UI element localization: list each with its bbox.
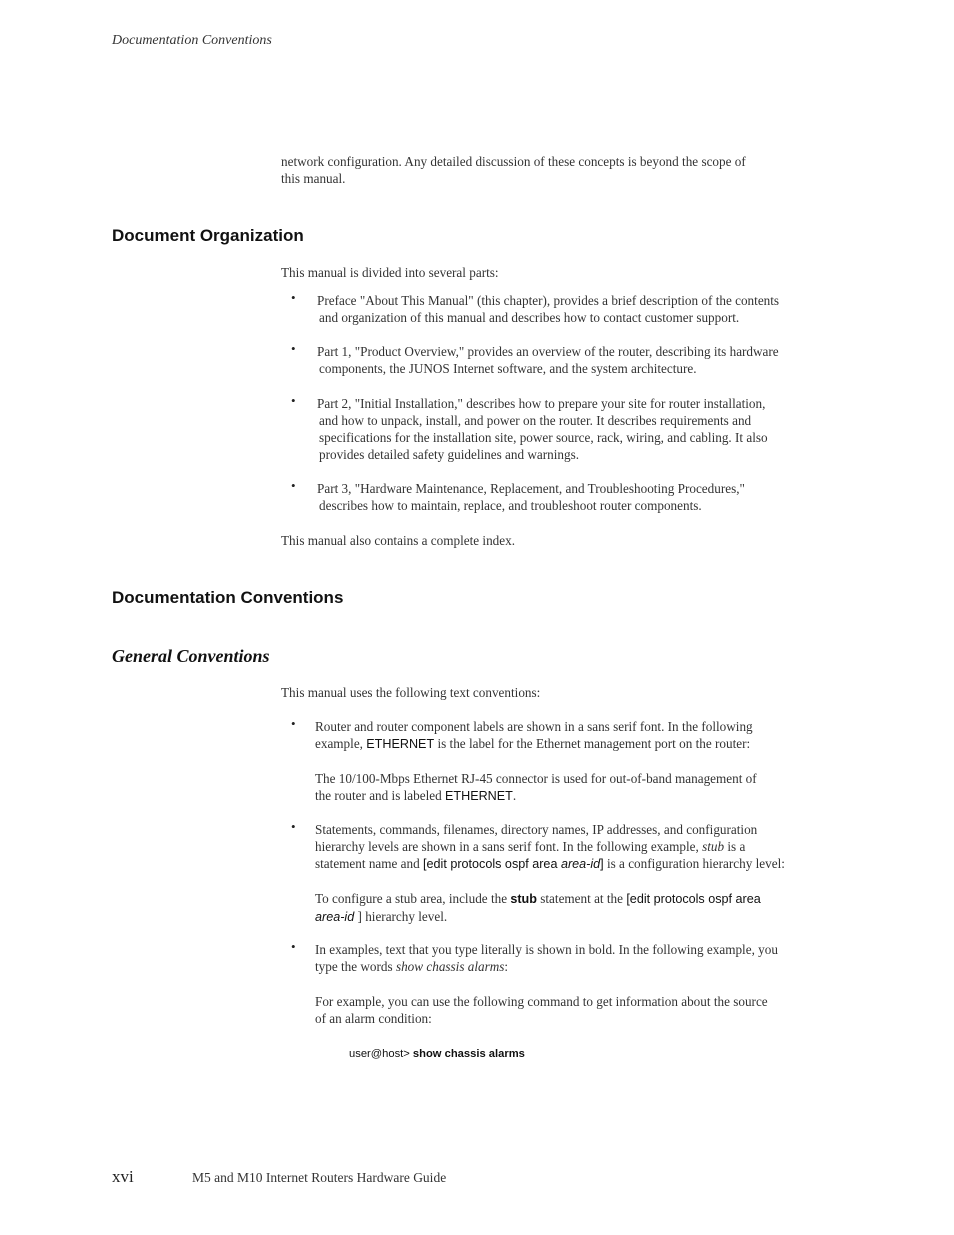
bullet-icon: •	[291, 716, 296, 731]
text-run: type the words	[315, 959, 396, 974]
subsection-heading-general-conventions: General Conventions	[112, 646, 270, 666]
intro-paragraph	[281, 153, 851, 187]
text-run: .	[512, 788, 517, 803]
list-item	[317, 480, 857, 514]
statement-bold: stub	[510, 892, 537, 906]
intro-line: this manual.	[281, 171, 346, 186]
list-item-line: Part 1, "Product Overview," provides an overview of the router, describing its hardware	[317, 344, 779, 359]
list-item-line: In examples, text that you type literally is shown in bold. In the following example, you	[315, 942, 778, 957]
list-item-line: specifications for the installation site, power source, rack, wiring, and cabling. It also	[319, 430, 768, 445]
list-item-line: Preface "About This Manual" (this chapter), provides a brief description of the contents	[317, 293, 780, 308]
hierarchy-sans: ]	[600, 857, 604, 871]
bullet-icon: •	[291, 290, 296, 305]
doc-org-closing: This manual also contains a complete index.	[281, 533, 516, 548]
list-item-line: Part 2, "Initial Installation," describes how to prepare your site for router installation,	[317, 396, 766, 411]
text-run: :	[504, 959, 509, 974]
example-paragraph	[315, 993, 860, 1027]
hierarchy-variable: area-id	[560, 857, 601, 871]
bullet-icon: •	[291, 393, 296, 408]
text-run: is the label for the Ethernet management port on the router:	[434, 736, 751, 751]
bullet-icon: •	[291, 478, 296, 493]
list-item-line	[315, 855, 860, 873]
list-item-line: Statements, commands, filenames, directory names, IP addresses, and configuration	[315, 822, 758, 837]
list-item-line: provides detailed safety guidelines and warnings.	[319, 447, 580, 462]
example-line: The 10/100-Mbps Ethernet RJ-45 connector is used for out-of-band management of	[315, 771, 757, 786]
cli-command: show chassis alarms	[412, 1048, 525, 1060]
example-paragraph	[315, 890, 860, 926]
bullet-icon: •	[291, 819, 296, 834]
list-item-line: and how to unpack, install, and power on the router. It describes requirements and	[319, 413, 752, 428]
list-item	[317, 292, 857, 326]
text-run: is a configuration hierarchy level:	[603, 856, 785, 871]
text-run: hierarchy levels are shown in a sans serif font. In the following example,	[315, 839, 703, 854]
bullet-icon: •	[291, 939, 296, 954]
list-item-line: Router and router component labels are shown in a sans serif font. In the following	[315, 719, 753, 734]
example-line: of an alarm condition:	[315, 1011, 432, 1026]
page-number: xvi	[112, 1167, 134, 1186]
list-item	[317, 395, 857, 463]
example-paragraph	[315, 770, 860, 805]
example-line	[315, 890, 860, 908]
text-run: the router and is labeled	[315, 788, 445, 803]
text-run: example,	[315, 736, 367, 751]
doc-org-lead: This manual is divided into several parts:	[281, 265, 499, 280]
list-item-line	[315, 958, 860, 975]
example-line: For example, you can use the following command to get information about the source	[315, 994, 768, 1009]
section-heading-documentation-conventions: Documentation Conventions	[112, 588, 344, 607]
book-title: M5 and M10 Internet Routers Hardware Guide	[192, 1170, 447, 1185]
cli-prompt: user@host>	[349, 1048, 413, 1060]
italic-term: show chassis alarms	[395, 959, 505, 974]
list-item	[315, 718, 860, 753]
list-item-line: components, the JUNOS Internet software, and the system architecture.	[319, 361, 697, 376]
code-example	[349, 1048, 525, 1060]
text-run: To configure a stub area, include the	[315, 891, 511, 906]
list-item	[317, 343, 857, 377]
hierarchy-variable: area-id	[315, 910, 355, 924]
list-item-line	[315, 838, 860, 855]
list-item	[315, 941, 860, 975]
list-item-line: and organization of this manual and describes how to contact customer support.	[319, 310, 740, 325]
running-header: Documentation Conventions	[112, 33, 272, 48]
example-line	[315, 908, 860, 926]
list-item	[315, 821, 860, 873]
bullet-icon: •	[291, 341, 296, 356]
text-run: ] hierarchy level.	[354, 909, 448, 924]
intro-line: network configuration. Any detailed discussion of these concepts is beyond the scope of	[281, 154, 746, 169]
list-item-line: Part 3, "Hardware Maintenance, Replacement, and Troubleshooting Procedures,"	[317, 481, 745, 496]
list-item-line: describes how to maintain, replace, and troubleshoot router components.	[319, 498, 702, 513]
label-sans: ETHERNET	[445, 789, 513, 803]
general-lead: This manual uses the following text conventions:	[281, 685, 541, 700]
text-run: is a	[724, 839, 746, 854]
label-sans: ETHERNET	[366, 737, 435, 751]
list-item-line	[315, 735, 860, 753]
hierarchy-sans: [edit protocols ospf area	[626, 892, 761, 906]
italic-term: stub	[702, 839, 725, 854]
hierarchy-sans: [edit protocols ospf area	[423, 857, 561, 871]
text-run: statement name and	[315, 856, 424, 871]
example-line	[315, 787, 860, 805]
text-run: statement at the	[536, 891, 627, 906]
section-heading-document-organization: Document Organization	[112, 226, 304, 245]
